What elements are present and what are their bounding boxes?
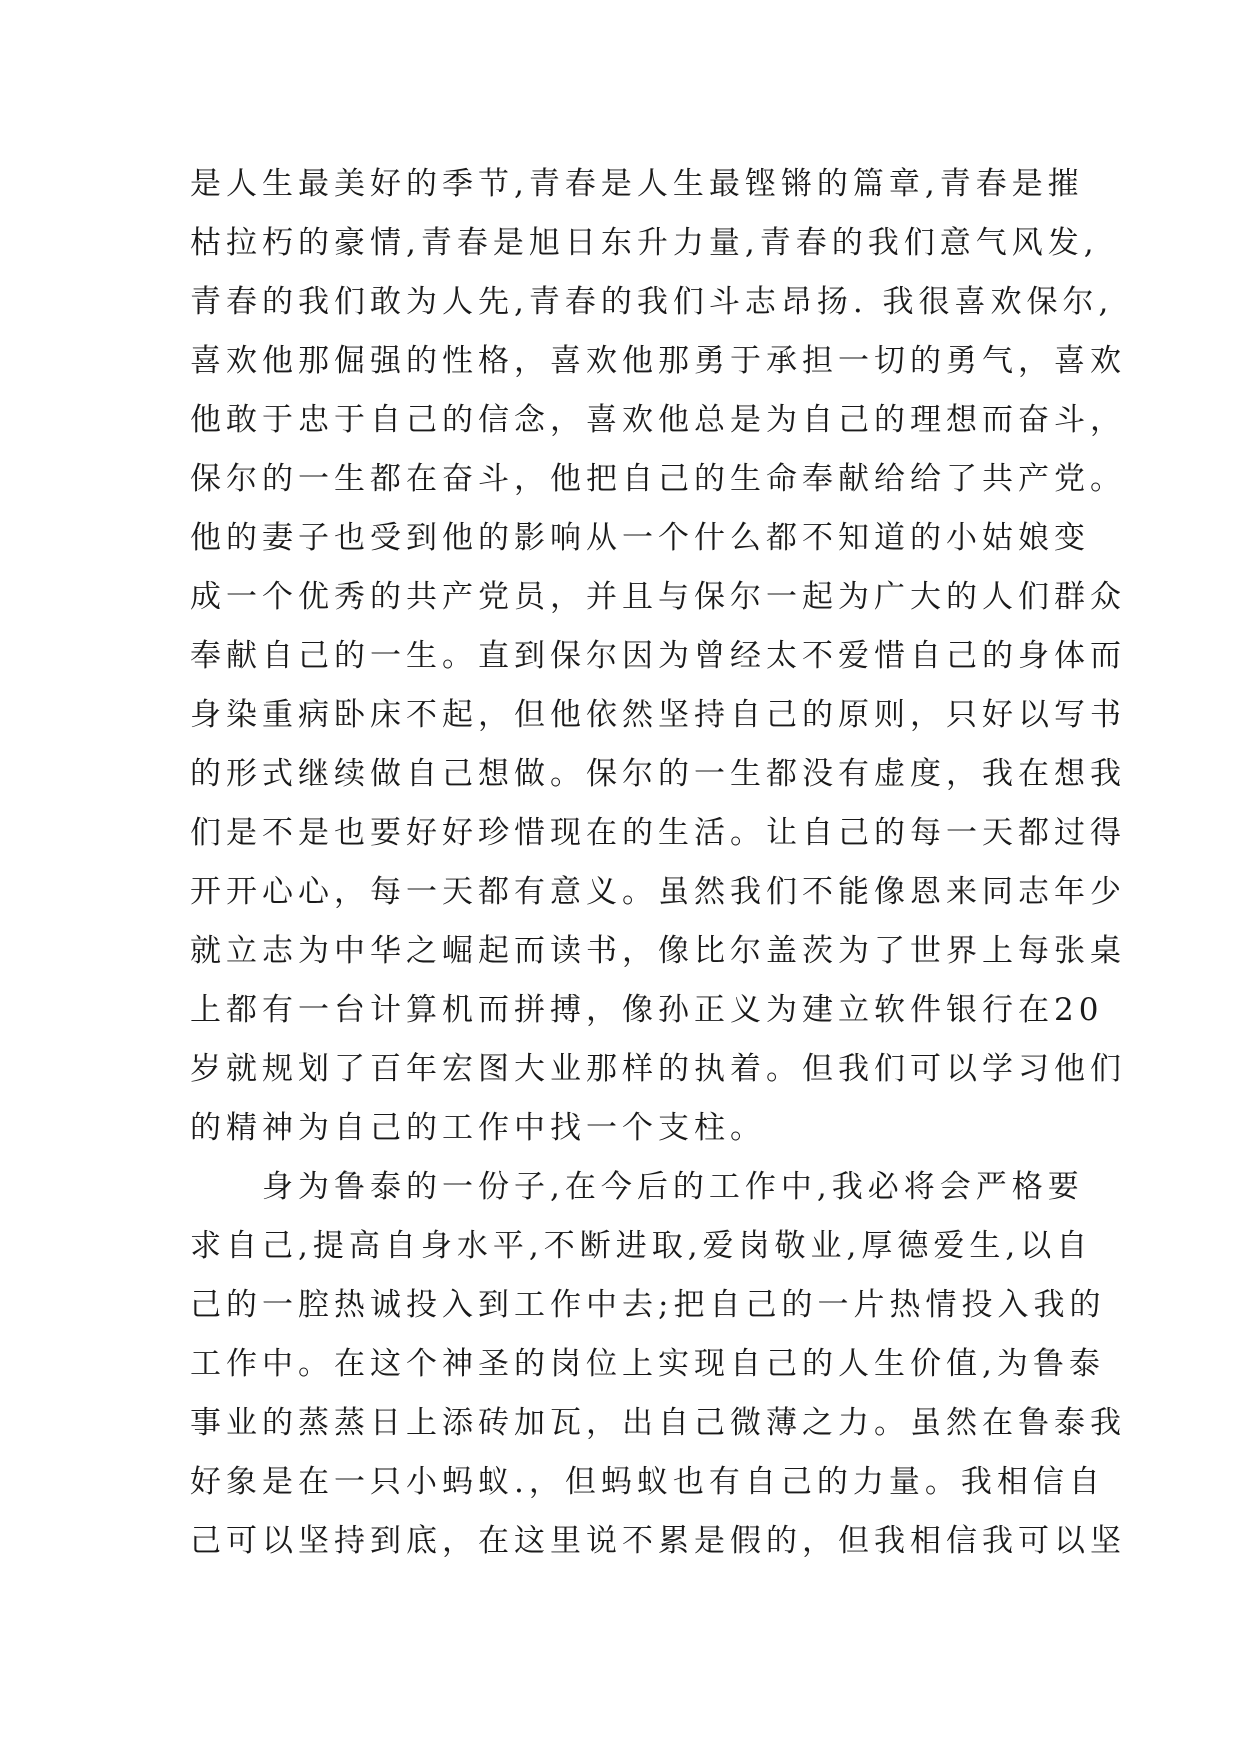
text-line: 他敢于忠于自己的信念，喜欢他总是为自己的理想而奋斗， xyxy=(190,402,1126,438)
text-line: 己的一腔热诚投入到工作中去;把自己的一片热情投入我的 xyxy=(190,1287,1106,1323)
text-line: 成一个优秀的共产党员，并且与保尔一起为广大的人们群众 xyxy=(190,579,1126,615)
text-line: 枯拉朽的豪情,青春是旭日东升力量,青春的我们意气风发, xyxy=(190,225,1099,261)
text-line: 上都有一台计算机而拼搏，像孙正义为建立软件银行在20 xyxy=(190,992,1104,1028)
text-line: 求自己,提高自身水平,不断进取,爱岗敬业,厚德爱生,以自 xyxy=(190,1228,1093,1264)
paragraph-1 xyxy=(190,155,1126,1158)
text-line: 的精神为自己的工作中找一个支柱。 xyxy=(190,1110,766,1146)
text-line: 他的妻子也受到他的影响从一个什么都不知道的小姑娘变 xyxy=(190,520,1090,556)
body-text xyxy=(190,155,1126,1571)
text-line: 的形式继续做自己想做。保尔的一生都没有虚度，我在想我 xyxy=(190,756,1126,792)
paragraph-2 xyxy=(190,1158,1126,1571)
text-line: 己可以坚持到底，在这里说不累是假的，但我相信我可以坚 xyxy=(190,1523,1126,1559)
text-line: 事业的蒸蒸日上添砖加瓦，出自己微薄之力。虽然在鲁泰我 xyxy=(190,1405,1126,1441)
text-line: 保尔的一生都在奋斗，他把自己的生命奉献给给了共产党。 xyxy=(190,461,1126,497)
text-line: 青春的我们敢为人先,青春的我们斗志昂扬. 我很喜欢保尔, xyxy=(190,284,1114,320)
text-line: 奉献自己的一生。直到保尔因为曾经太不爱惜自己的身体而 xyxy=(190,638,1126,674)
text-line-indented: 身为鲁泰的一份子,在今后的工作中,我必将会严格要 xyxy=(262,1169,1084,1205)
text-line: 好象是在一只小蚂蚁.，但蚂蚁也有自己的力量。我相信自 xyxy=(190,1464,1105,1500)
text-line: 是人生最美好的季节,青春是人生最铿锵的篇章,青春是摧 xyxy=(190,166,1084,202)
text-line: 就立志为中华之崛起而读书，像比尔盖茨为了世界上每张桌 xyxy=(190,933,1126,969)
text-line: 喜欢他那倔强的性格，喜欢他那勇于承担一切的勇气，喜欢 xyxy=(190,343,1126,379)
text-line: 岁就规划了百年宏图大业那样的执着。但我们可以学习他们 xyxy=(190,1051,1126,1087)
text-line: 身染重病卧床不起，但他依然坚持自己的原则，只好以写书 xyxy=(190,697,1126,733)
text-line: 开开心心，每一天都有意义。虽然我们不能像恩来同志年少 xyxy=(190,874,1126,910)
text-line: 们是不是也要好好珍惜现在的生活。让自己的每一天都过得 xyxy=(190,815,1126,851)
text-line: 工作中。在这个神圣的岗位上实现自己的人生价值,为鲁泰 xyxy=(190,1346,1105,1382)
